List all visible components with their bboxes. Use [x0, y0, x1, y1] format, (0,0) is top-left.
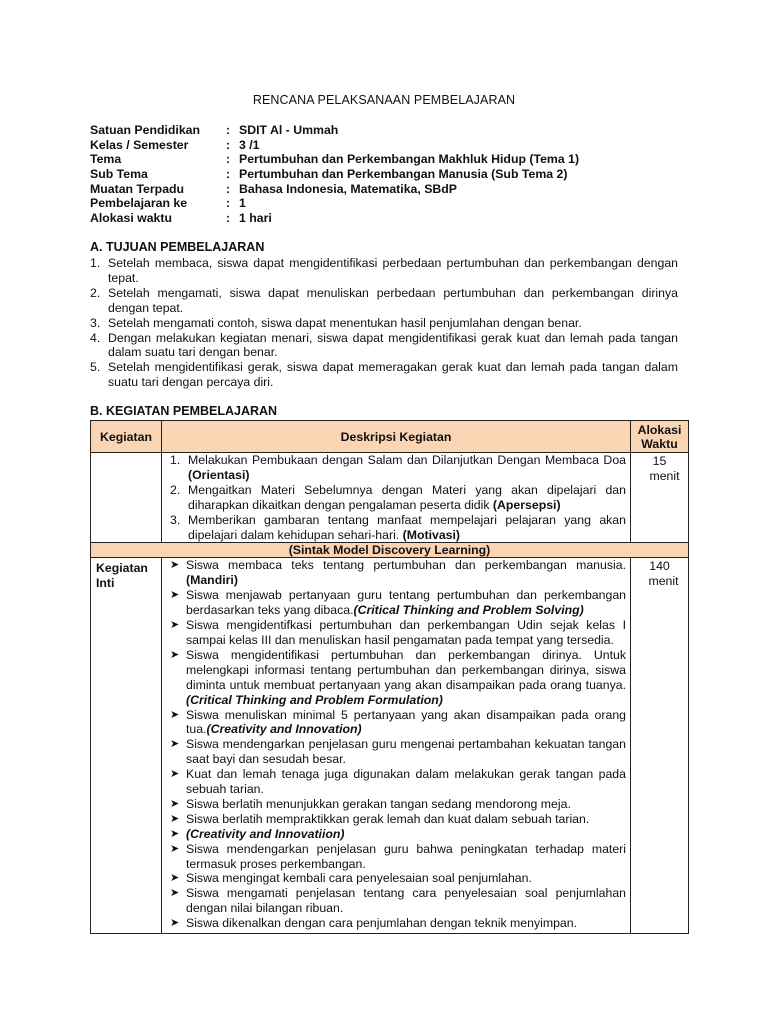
info-label: Muatan Terpadu	[90, 181, 185, 196]
step-tag: (Motivasi)	[402, 527, 461, 542]
arrow-right-icon: ➤	[170, 872, 180, 885]
activity-item	[162, 842, 630, 872]
objective-item	[90, 286, 678, 316]
step-text: Melakukan Pembukaan dengan Salam dan Dilanjutkan Dengan Membaca Doa	[188, 453, 626, 467]
info-colon: :	[226, 181, 231, 196]
activity-tag: (Mandiri)	[186, 573, 238, 588]
objective-number: 2.	[90, 285, 101, 300]
activity-tag: (Critical Thinking and Problem Formulation)	[186, 692, 443, 707]
learning-objectives-list	[90, 256, 678, 390]
activity-tag: (Creativity and Innovatiion)	[186, 826, 345, 841]
opening-step	[162, 483, 630, 513]
activity-tag: (Creativity and Innovation)	[206, 722, 362, 737]
step-tag: (Apersepsi)	[492, 497, 561, 512]
info-row	[90, 138, 710, 153]
activity-item	[162, 812, 630, 827]
activity-text: Siswa membaca teks tentang pertumbuhan dan perkembangan manusia.	[186, 558, 626, 573]
activity-text: Siswa berlatih menunjukkan gerakan tangan sedang mendorong meja.	[186, 796, 571, 811]
objective-text: Setelah mengamati, siswa dapat menuliskan perbedaan pertumbuhan dan perkembangan dirinya dengan tepat.	[108, 285, 678, 315]
activity-text: Siswa mendengarkan penjelasan guru bahwa peningkatan terhadap materi termasuk proses perkembangan.	[186, 841, 626, 871]
opening-steps-list	[162, 453, 630, 542]
info-value: 1 hari	[239, 211, 272, 226]
activity-item	[162, 871, 630, 886]
activity-item	[162, 708, 630, 738]
opening-step	[162, 453, 630, 483]
info-value: Pertumbuhan dan Perkembangan Manusia (Sub Tema 2)	[239, 167, 568, 182]
activity-item	[162, 886, 630, 916]
info-label: Tema	[90, 152, 122, 167]
info-value: Bahasa Indonesia, Matematika, SBdP	[239, 181, 457, 196]
activity-text: Siswa mengidentifkasi pertumbuhan dan perkembangan Udin sejak kelas I sampai kelas III dan menuliskan hasil pengamatan pada tempat yang tersedia.	[186, 618, 626, 647]
activity-text: Siswa menuliskan minimal 5 pertanyaan yang akan disampaikan pada orang tua.	[186, 707, 626, 737]
activities-table	[90, 420, 689, 934]
info-value: 3 /1	[239, 137, 260, 152]
activity-item	[162, 618, 630, 648]
objective-number: 3.	[90, 315, 101, 330]
objective-text: Setelah membaca, siswa dapat mengidentifikasi perbedaan pertumbuhan dan perkembangan dengan tepat.	[108, 256, 678, 285]
info-colon: :	[226, 196, 231, 211]
section-a-heading: A. TUJUAN PEMBELAJARAN	[90, 240, 265, 254]
arrow-right-icon: ➤	[170, 797, 180, 810]
header-kegiatan: Kegiatan	[91, 421, 162, 453]
info-colon: :	[226, 137, 231, 152]
step-number: 3.	[170, 512, 181, 527]
sintak-row	[91, 543, 689, 558]
objective-item	[90, 360, 678, 390]
info-colon: :	[226, 167, 231, 182]
info-value: Pertumbuhan dan Perkembangan Makhluk Hidup (Tema 1)	[239, 152, 580, 167]
arrow-right-icon: ➤	[170, 887, 180, 900]
inti-activities-list	[162, 558, 630, 933]
step-number: 2.	[170, 482, 181, 497]
activity-item	[162, 827, 630, 842]
header-alokasi: Alokasi Waktu	[631, 421, 689, 453]
info-label: Kelas / Semester	[90, 137, 189, 152]
info-label: Sub Tema	[90, 167, 148, 182]
objective-text: Dengan melakukan kegiatan menari, siswa dapat mengidentifikasi gerak kuat dan lemah pada tangan dalam suatu tari dengan benar.	[108, 330, 678, 360]
activity-text: Siswa mengidentifikasi pertumbuhan dan perkembangan dirinya. Untuk melengkapi informasi tentang pertumbuhan dan perkembangan dirinya, siswa diminta untuk membuat pertanyaan yang akan disampaikan pada orang tuanya.	[186, 647, 626, 692]
activity-item	[162, 916, 630, 931]
activity-item	[162, 558, 630, 588]
sintak-label: (Sintak Model Discovery Learning)	[91, 543, 689, 558]
activity-item	[162, 648, 630, 708]
activity-text: Siswa mengamati penjelasan tentang cara penyelesaian soal penjumlahan dengan nilai bilangan ribuan.	[186, 886, 626, 916]
info-row	[90, 123, 710, 138]
objective-item	[90, 331, 678, 361]
info-row	[90, 152, 710, 167]
opening-row	[91, 453, 689, 543]
activity-text: Siswa berlatih mempraktikkan gerak lemah dan kuat dalam sebuah tarian.	[186, 811, 590, 826]
info-colon: :	[226, 123, 231, 137]
opening-label-cell	[91, 453, 162, 543]
activity-tag: (Critical Thinking and Problem Solving)	[353, 603, 584, 618]
activity-text: Siswa mendengarkan penjelasan guru mengenai pertambahan kekuatan tangan saat bayi dan sesudah besar.	[186, 737, 626, 767]
header-deskripsi: Deskripsi Kegiatan	[162, 421, 631, 453]
info-colon: :	[226, 152, 231, 167]
step-text: Memberikan gambaran tentang manfaat mempelajari pelajaran yang akan dipelajari dalam kehidupan sehari-hari.	[188, 512, 626, 542]
arrow-right-icon: ➤	[170, 589, 180, 602]
objective-number: 4.	[90, 330, 101, 345]
document-title: RENCANA PELAKSANAAN PEMBELAJARAN	[252, 93, 516, 107]
arrow-right-icon: ➤	[170, 738, 180, 751]
step-tag: (Orientasi)	[188, 467, 250, 482]
info-value: 1	[239, 196, 246, 211]
objective-number: 5.	[90, 360, 101, 375]
activity-item	[162, 588, 630, 618]
info-colon: :	[226, 211, 231, 226]
inti-time-cell: 140 menit	[631, 558, 689, 934]
opening-time-cell: 15 menit	[631, 453, 689, 543]
info-label: Pembelajaran ke	[90, 196, 188, 211]
activity-text: Siswa mengingat kembali cara penyelesaian soal penjumlahan.	[186, 871, 532, 886]
objective-number: 1.	[90, 256, 101, 270]
arrow-right-icon: ➤	[170, 768, 180, 781]
step-number: 1.	[170, 453, 181, 467]
objective-item	[90, 316, 678, 331]
activity-item	[162, 737, 630, 767]
info-row	[90, 211, 710, 226]
inti-row	[91, 558, 689, 934]
opening-step	[162, 513, 630, 543]
arrow-right-icon: ➤	[170, 917, 180, 930]
inti-description-cell	[162, 558, 631, 934]
info-label: Satuan Pendidikan	[90, 123, 201, 137]
activity-text: Kuat dan lemah tenaga juga digunakan dalam melakukan gerak tangan pada sebuah tarian.	[186, 767, 626, 797]
arrow-right-icon: ➤	[170, 708, 180, 721]
info-label: Alokasi waktu	[90, 211, 173, 226]
objective-item	[90, 256, 678, 286]
activity-item	[162, 797, 630, 812]
info-row	[90, 167, 710, 182]
info-row	[90, 182, 710, 197]
step-text: Mengaitkan Materi Sebelumnya dengan Materi yang akan dipelajari dan diharapkan dikaitkan dengan pengalaman peserta didik	[188, 482, 626, 512]
info-row	[90, 196, 710, 211]
objective-text: Setelah mengidentifikasi gerak, siswa dapat memeragakan gerak kuat dan lemah pada tangan dalam suatu tari dengan percaya diri.	[108, 360, 678, 390]
section-b-heading: B. KEGIATAN PEMBELAJARAN	[90, 404, 278, 418]
arrow-right-icon: ➤	[170, 559, 180, 572]
arrow-right-icon: ➤	[170, 812, 180, 825]
objective-text: Setelah mengamati contoh, siswa dapat menentukan hasil penjumlahan dengan benar.	[108, 315, 582, 330]
inti-label-cell: Kegiatan Inti	[91, 558, 162, 934]
table-header-row	[91, 421, 689, 453]
arrow-right-icon: ➤	[170, 648, 180, 661]
arrow-right-icon: ➤	[170, 827, 180, 840]
opening-description-cell	[162, 453, 631, 543]
info-value: SDIT Al - Ummah	[239, 123, 339, 137]
activity-text: Siswa dikenalkan dengan cara penjumlahan dengan teknik menyimpan.	[186, 916, 578, 931]
arrow-right-icon: ➤	[170, 619, 180, 632]
activity-text: Siswa menjawab pertanyaan guru tentang pertumbuhan dan perkembangan berdasarkan teks yang dibaca.	[186, 588, 626, 618]
activity-item	[162, 767, 630, 797]
identity-block	[90, 123, 710, 226]
arrow-right-icon: ➤	[170, 842, 180, 855]
